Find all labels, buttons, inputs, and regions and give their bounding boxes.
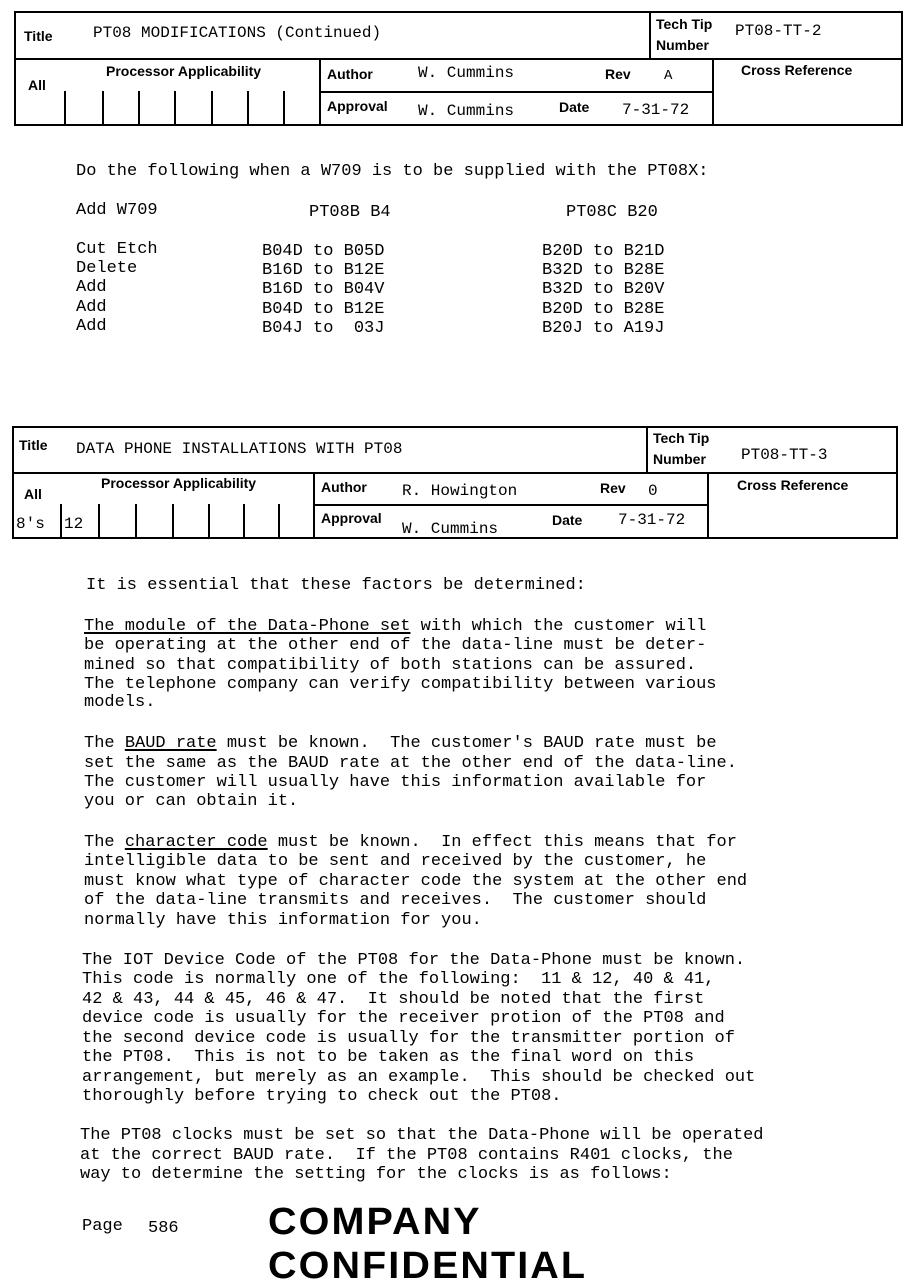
row-b20: B32D to B20V bbox=[542, 280, 665, 299]
paragraph-line: must know what type of character code the system at the other end bbox=[84, 872, 748, 891]
paragraph-line: The telephone company can verify compatibility between various bbox=[84, 675, 717, 694]
author-value: W. Cummins bbox=[418, 64, 515, 82]
row-b4: B04D to B12E bbox=[262, 300, 385, 319]
paragraph-line: way to determine the setting for the clocks is as follows: bbox=[80, 1165, 672, 1184]
author-label: Author bbox=[327, 66, 373, 82]
paragraph-line: the PT08. This is not to be taken as the final word on this bbox=[82, 1048, 695, 1067]
row-b20: B32D to B28E bbox=[542, 261, 665, 280]
underlined-term: character code bbox=[124, 833, 268, 852]
approval-value: W. Cummins bbox=[418, 102, 515, 120]
tech-tip-title: PT08 MODIFICATIONS (Continued) bbox=[93, 24, 382, 42]
divider bbox=[98, 504, 100, 539]
row-b4: B04D to B05D bbox=[262, 242, 385, 261]
all-value: 8's bbox=[16, 515, 45, 533]
divider bbox=[278, 504, 280, 539]
row-action: Add bbox=[76, 278, 107, 297]
tech-tip-label: Tech Tip bbox=[656, 16, 713, 32]
cross-reference-label: Cross Reference bbox=[737, 477, 849, 493]
section-intro: Do the following when a W709 is to be supplied with the PT08X: bbox=[76, 162, 709, 181]
divider bbox=[135, 504, 137, 539]
title-label: Title bbox=[19, 437, 48, 453]
underlined-term: BAUD rate bbox=[124, 734, 217, 753]
tech-tip-number: PT08-TT-2 bbox=[735, 22, 822, 40]
number-label: Number bbox=[656, 37, 709, 53]
approval-label: Approval bbox=[321, 510, 382, 526]
date-value: 7-31-72 bbox=[622, 101, 690, 119]
author-value: R. Howington bbox=[402, 482, 518, 500]
divider bbox=[172, 504, 174, 539]
rev-value: A bbox=[664, 68, 673, 84]
processor-applicability-label: Processor Applicability bbox=[106, 63, 262, 79]
paragraph-line: The bbox=[84, 833, 125, 852]
divider bbox=[174, 91, 176, 126]
paragraph-line: The customer will usually have this information available for bbox=[84, 773, 707, 792]
rev-label: Rev bbox=[605, 66, 631, 82]
row-b4: B16D to B12E bbox=[262, 261, 385, 280]
paragraph-line: The bbox=[84, 734, 125, 753]
paragraph-line: This code is normally one of the following: 11 & 12, 40 & 41, bbox=[82, 970, 715, 989]
all-label: All bbox=[24, 486, 42, 502]
page-number: 586 bbox=[148, 1219, 179, 1238]
row-action: Add bbox=[76, 298, 107, 317]
paragraph-line: arrangement, but merely as an example. This should be checked out bbox=[82, 1068, 756, 1087]
underlined-term: The module of the Data-Phone set bbox=[84, 617, 411, 636]
column-header: PT08C B20 bbox=[566, 203, 658, 222]
stamp-text: COMPANY CONFIDENTIAL bbox=[268, 1201, 588, 1287]
rev-value: 0 bbox=[648, 482, 658, 500]
rev-label: Rev bbox=[600, 480, 626, 496]
paragraph-line: intelligible data to be sent and received by the customer, he bbox=[84, 852, 707, 871]
divider bbox=[646, 426, 648, 474]
tech-tip-title: DATA PHONE INSTALLATIONS WITH PT08 bbox=[76, 440, 403, 458]
row-action: Delete bbox=[76, 259, 138, 278]
approval-value: W. Cummins bbox=[402, 520, 499, 538]
paragraph-line: of the data-line transmits and receives. The customer should bbox=[84, 891, 707, 910]
row-b20: B20D to B21D bbox=[542, 242, 665, 261]
processor-applicability-label: Processor Applicability bbox=[101, 475, 257, 491]
paragraph-line: must be known. The customer's BAUD rate must be bbox=[216, 734, 717, 753]
row-b4: B16D to B04V bbox=[262, 280, 385, 299]
row-b4: B04J to 03J bbox=[262, 319, 385, 338]
page-label: Page bbox=[82, 1217, 123, 1236]
all-label: All bbox=[28, 77, 46, 93]
paragraph-line: set the same as the BAUD rate at the other end of the data-line. bbox=[84, 754, 737, 773]
paragraph-line: The PT08 clocks must be set so that the Data-Phone will be operated bbox=[80, 1126, 764, 1145]
divider bbox=[211, 91, 213, 126]
paragraph-line: 42 & 43, 44 & 45, 46 & 47. It should be noted that the first bbox=[82, 990, 705, 1009]
paragraph-line: at the correct BAUD rate. If the PT08 contains R401 clocks, the bbox=[80, 1146, 733, 1165]
paragraph-line: with which the customer will bbox=[410, 617, 707, 636]
date-value: 7-31-72 bbox=[618, 511, 686, 529]
lead-sentence: It is essential that these factors be determined: bbox=[86, 576, 586, 595]
divider bbox=[313, 504, 709, 506]
processor-value: 12 bbox=[64, 515, 84, 533]
paragraph-line: mined so that compatibility of both stations can be assured. bbox=[84, 656, 697, 675]
date-label: Date bbox=[559, 99, 590, 115]
divider bbox=[60, 504, 62, 539]
paragraph-line: normally have this information for you. bbox=[84, 911, 482, 930]
cross-reference-label: Cross Reference bbox=[741, 62, 853, 78]
divider bbox=[14, 58, 903, 60]
paragraph-line: device code is usually for the receiver protion of the PT08 and bbox=[82, 1009, 725, 1028]
divider bbox=[243, 504, 245, 539]
number-label: Number bbox=[653, 451, 706, 467]
paragraph-line: be operating at the other end of the data-line must be deter- bbox=[84, 636, 707, 655]
paragraph-line: must be known. In effect this means that for bbox=[267, 833, 737, 852]
divider bbox=[283, 91, 285, 126]
divider bbox=[12, 472, 898, 474]
row-action: Add bbox=[76, 317, 107, 336]
divider bbox=[649, 11, 651, 60]
tech-tip-label: Tech Tip bbox=[653, 430, 710, 446]
divider bbox=[102, 91, 104, 126]
confidential-stamp bbox=[268, 1192, 674, 1287]
paragraph-line: The IOT Device Code of the PT08 for the Data-Phone must be known. bbox=[82, 951, 746, 970]
divider bbox=[247, 91, 249, 126]
row-action: Cut Etch bbox=[76, 240, 158, 259]
divider bbox=[64, 91, 66, 126]
paragraph-line: the second device code is usually for the transmitter portion of bbox=[82, 1029, 735, 1048]
row-b20: B20D to B28E bbox=[542, 300, 665, 319]
divider bbox=[138, 91, 140, 126]
approval-label: Approval bbox=[327, 98, 388, 114]
row-b20: B20J to A19J bbox=[542, 319, 665, 338]
title-label: Title bbox=[24, 28, 53, 44]
column-header: PT08B B4 bbox=[309, 203, 391, 222]
divider bbox=[319, 91, 714, 93]
paragraph-line: you or can obtain it. bbox=[84, 792, 299, 811]
paragraph-line: thoroughly before trying to check out the PT08. bbox=[82, 1087, 562, 1106]
paragraph-line: models. bbox=[84, 693, 156, 712]
tech-tip-number: PT08-TT-3 bbox=[741, 446, 828, 464]
author-label: Author bbox=[321, 479, 367, 495]
column-header: Add W709 bbox=[76, 201, 158, 220]
date-label: Date bbox=[552, 512, 583, 528]
divider bbox=[208, 504, 210, 539]
